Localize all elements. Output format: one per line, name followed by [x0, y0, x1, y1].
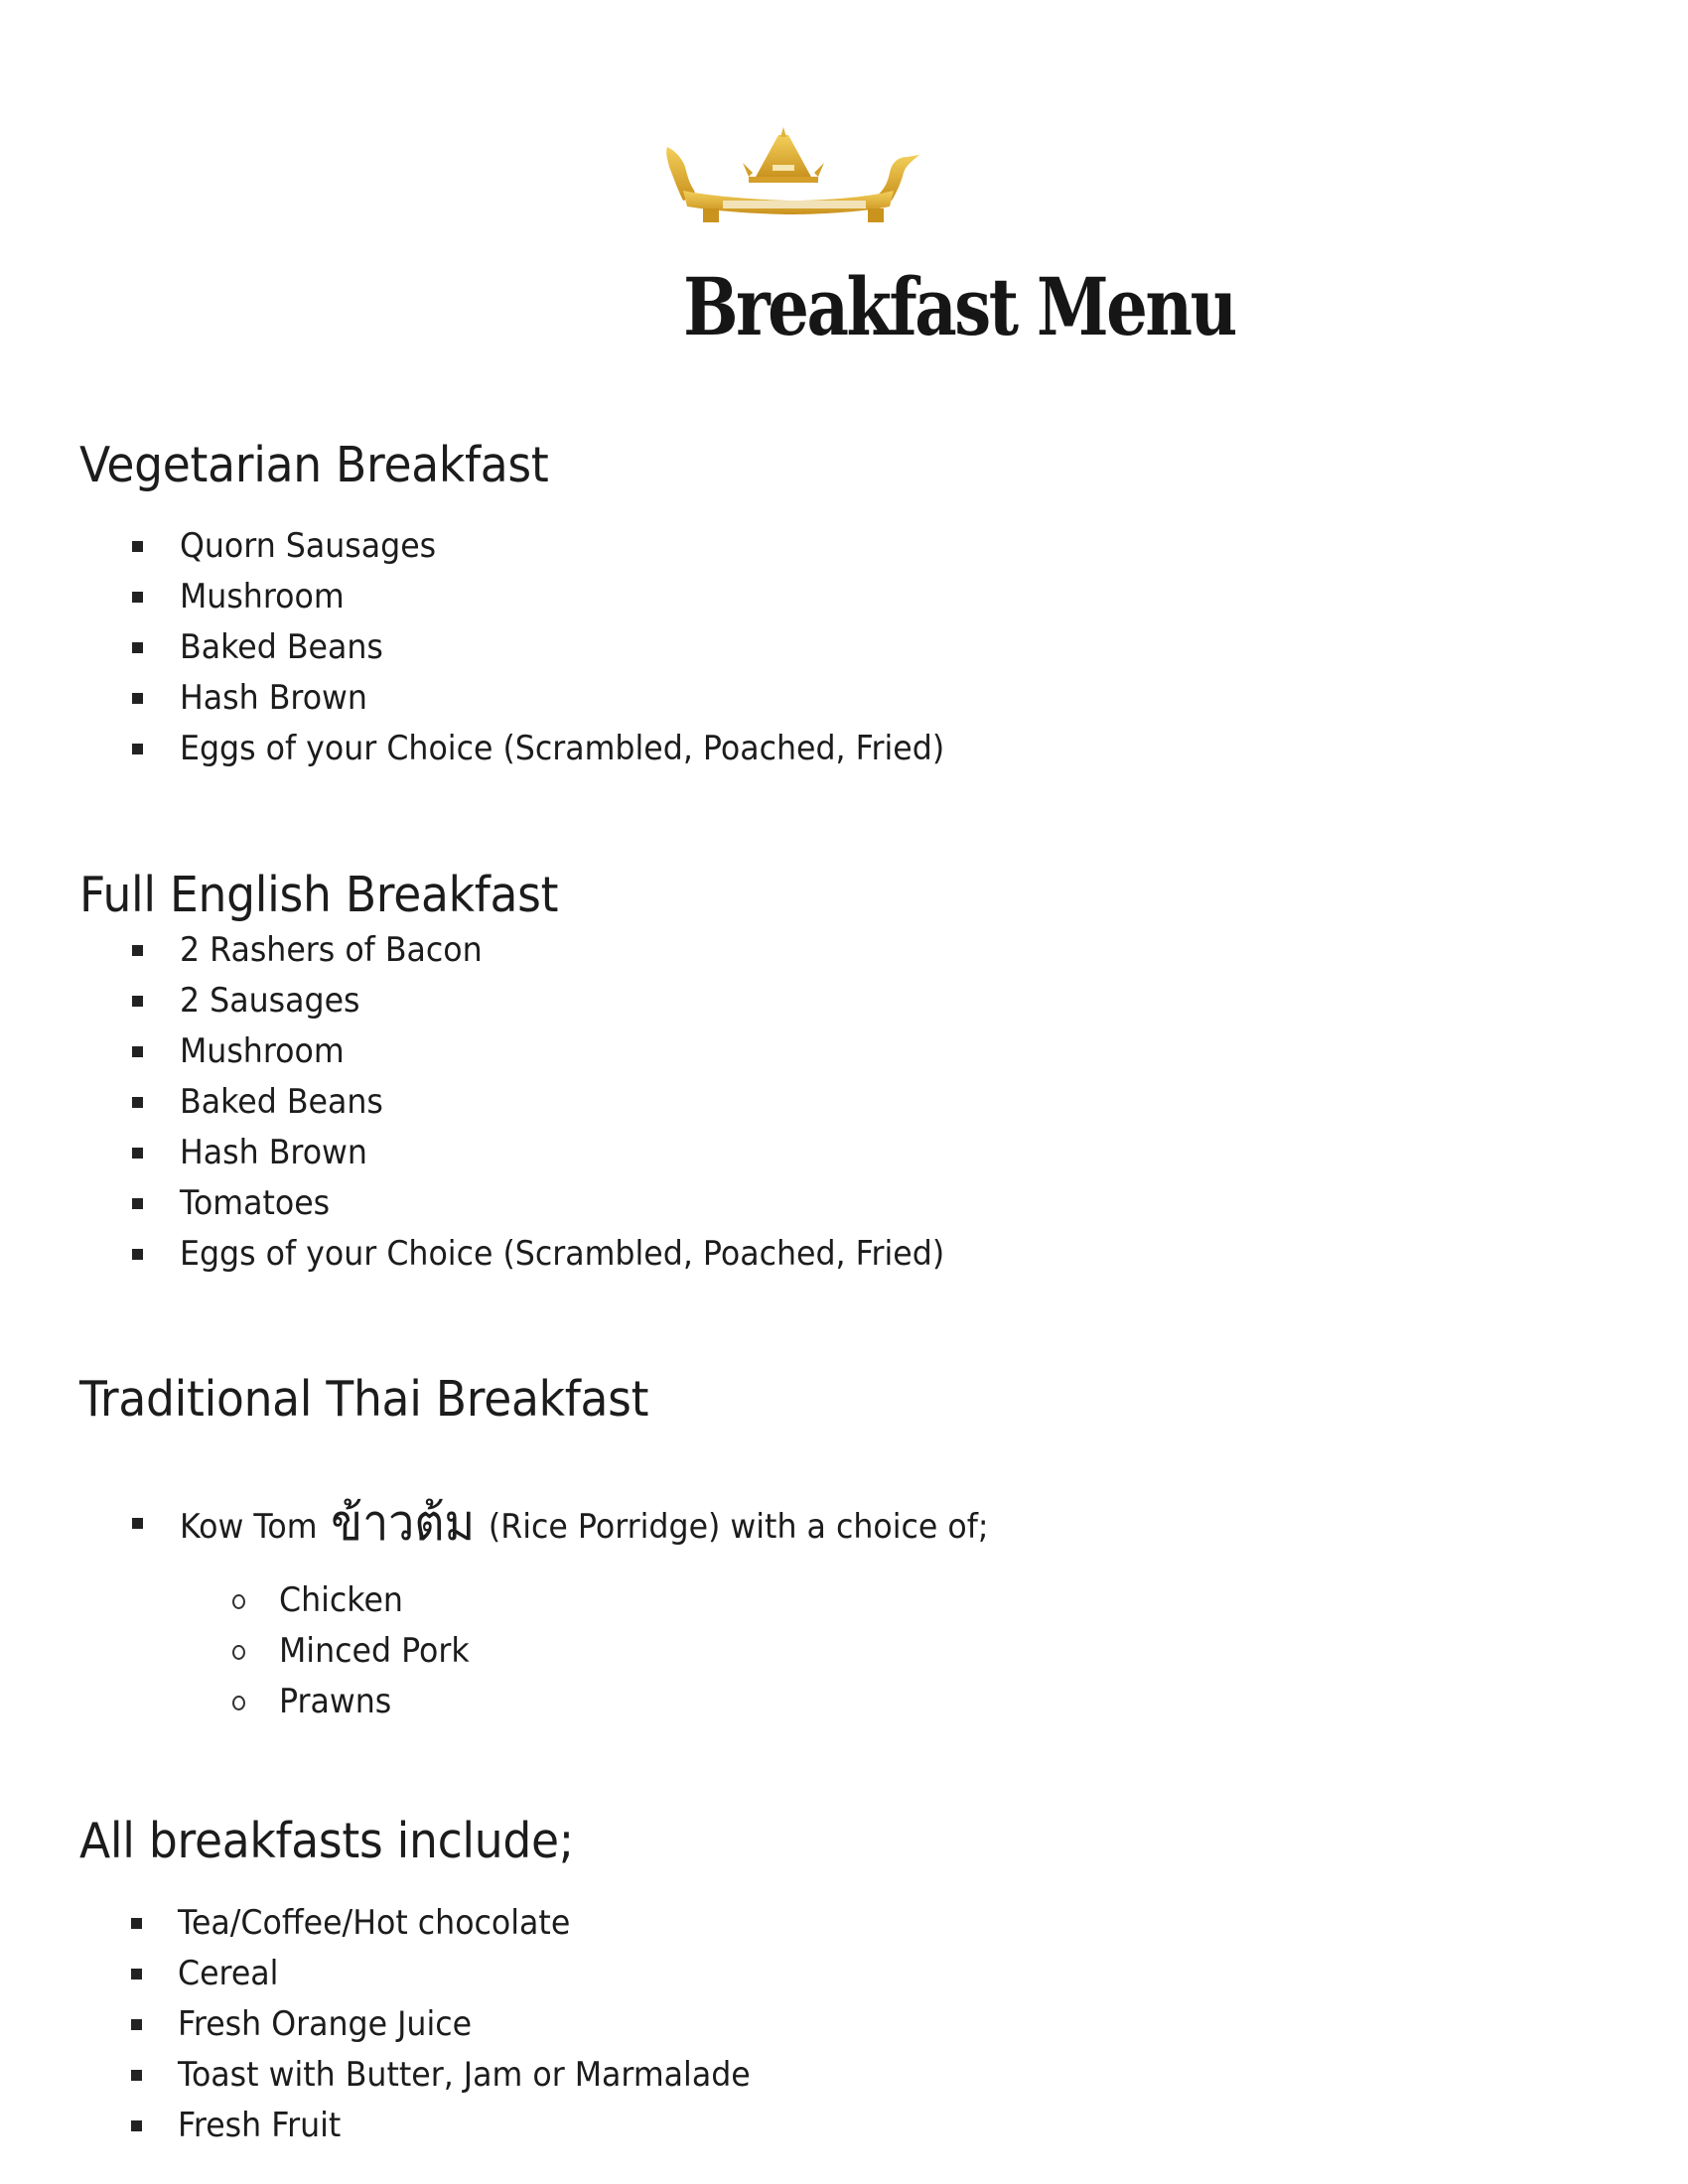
section-heading-traditional-thai: Traditional Thai Breakfast — [79, 1371, 649, 1428]
section-heading-all-breakfasts-include: All breakfasts include; — [79, 1813, 574, 1869]
list-item: Eggs of your Choice (Scrambled, Poached, Fried) — [0, 1229, 1002, 1280]
list-item: Tomatoes — [0, 1178, 1002, 1229]
sub-list-item: Minced Pork — [0, 1626, 484, 1677]
square-bullet-icon — [132, 1148, 143, 1159]
list-item: Quorn Sausages — [0, 521, 1002, 572]
square-bullet-icon — [132, 693, 143, 704]
list-item: Cereal — [0, 1949, 793, 1999]
kow-tom-label: Kow Tom — [180, 1507, 318, 1547]
included-items-list — [0, 1898, 793, 2151]
square-bullet-icon — [132, 945, 143, 956]
full-english-items-list — [0, 925, 1002, 1280]
square-bullet-icon — [132, 1198, 143, 1209]
kow-tom-description: (Rice Porridge) with a choice of; — [488, 1507, 989, 1547]
list-item: Baked Beans — [0, 622, 1002, 673]
hollow-circle-bullet-icon — [232, 1645, 245, 1660]
list-item: Tea/Coffee/Hot chocolate — [0, 1898, 793, 1949]
hollow-circle-bullet-icon — [232, 1696, 245, 1710]
hollow-circle-bullet-icon — [232, 1594, 245, 1609]
square-bullet-icon — [131, 2019, 142, 2030]
list-item: Hash Brown — [0, 1128, 1002, 1178]
list-item-kow-tom — [0, 1493, 1050, 1553]
list-item: Mushroom — [0, 572, 1002, 622]
kow-tom-thai-text: ข้าวต้ม — [331, 1494, 476, 1552]
square-bullet-icon — [132, 1518, 143, 1529]
section-heading-full-english: Full English Breakfast — [79, 867, 559, 923]
square-bullet-icon — [132, 541, 143, 552]
thai-main-item-list — [0, 1493, 1050, 1553]
thai-choice-sublist — [0, 1575, 484, 1727]
square-bullet-icon — [131, 2120, 142, 2131]
square-bullet-icon — [132, 744, 143, 754]
square-bullet-icon — [132, 592, 143, 603]
thai-royal-barge-logo-icon — [663, 127, 925, 230]
sub-list-item: Prawns — [0, 1677, 484, 1727]
vegetarian-items-list — [0, 521, 1002, 774]
list-item: Eggs of your Choice (Scrambled, Poached, Fried) — [0, 724, 1002, 774]
square-bullet-icon — [132, 1097, 143, 1108]
list-item: Fresh Fruit — [0, 2101, 793, 2151]
square-bullet-icon — [131, 1918, 142, 1929]
list-item: Toast with Butter, Jam or Marmalade — [0, 2050, 793, 2101]
square-bullet-icon — [132, 642, 143, 653]
list-item: Hash Brown — [0, 673, 1002, 724]
square-bullet-icon — [131, 2070, 142, 2081]
list-item: Fresh Orange Juice — [0, 1999, 793, 2050]
sub-list-item: Chicken — [0, 1575, 484, 1626]
page-title: Breakfast Menu — [683, 260, 1235, 353]
square-bullet-icon — [131, 1969, 142, 1979]
square-bullet-icon — [132, 996, 143, 1007]
list-item: Mushroom — [0, 1026, 1002, 1077]
list-item: 2 Sausages — [0, 976, 1002, 1026]
section-heading-vegetarian: Vegetarian Breakfast — [79, 437, 549, 493]
list-item: 2 Rashers of Bacon — [0, 925, 1002, 976]
square-bullet-icon — [132, 1249, 143, 1260]
list-item: Baked Beans — [0, 1077, 1002, 1128]
square-bullet-icon — [132, 1046, 143, 1057]
